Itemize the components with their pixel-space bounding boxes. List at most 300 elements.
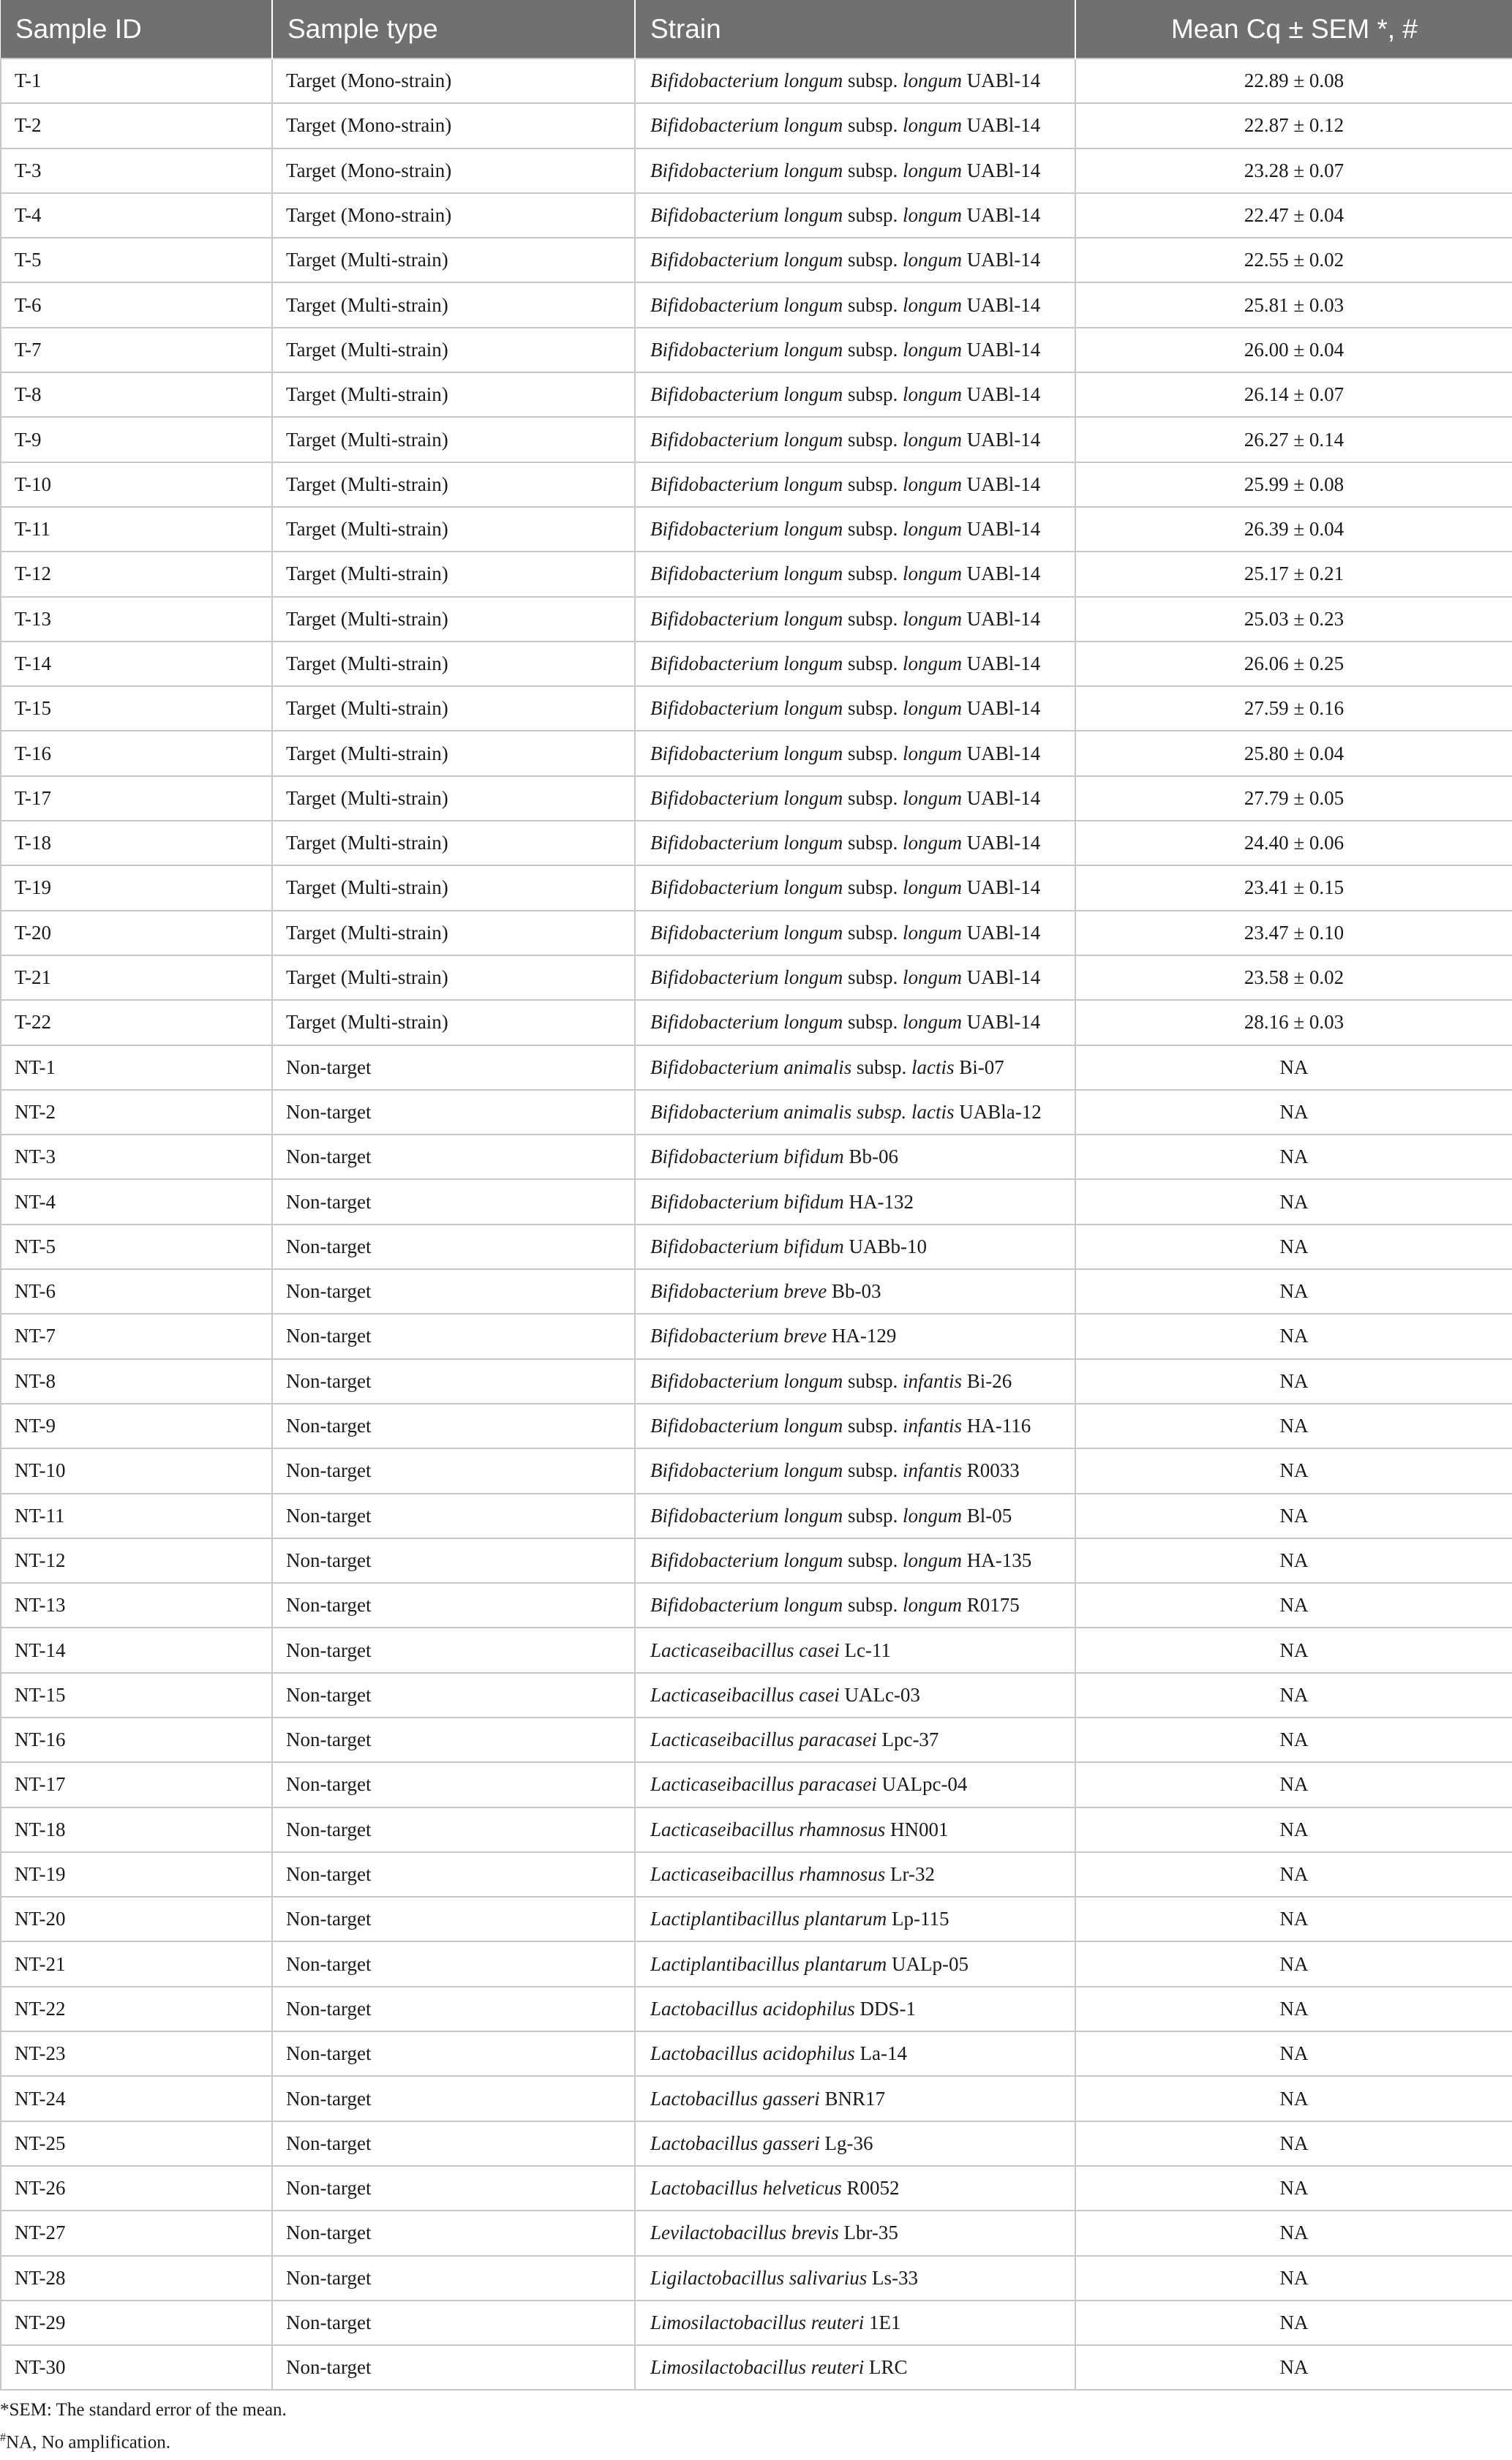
cell-sample-id: NT-13 bbox=[1, 1583, 272, 1628]
cell-mean-cq: 26.27 ± 0.14 bbox=[1075, 417, 1512, 462]
cell-sample-type: Non-target bbox=[272, 1718, 635, 1762]
cell-sample-type: Target (Multi-strain) bbox=[272, 507, 635, 552]
strain-text: subsp. bbox=[843, 159, 903, 181]
strain-text: subsp. bbox=[843, 1369, 903, 1392]
cell-strain bbox=[635, 597, 1075, 642]
cell-sample-id: NT-17 bbox=[1, 1762, 272, 1807]
strain-text: HA-132 bbox=[843, 1190, 914, 1213]
strain-name-italic: Bifidobacterium longum bbox=[650, 114, 843, 137]
strain-name-italic: Bifidobacterium longum bbox=[650, 1459, 843, 1482]
cell-strain bbox=[635, 1448, 1075, 1493]
cell-strain bbox=[635, 1718, 1075, 1762]
strain-text: R0052 bbox=[841, 2177, 900, 2200]
table-row bbox=[1, 776, 1512, 821]
cell-sample-id: NT-10 bbox=[1, 1448, 272, 1493]
strain-text: subsp. bbox=[843, 1011, 903, 1034]
strain-name-italic: Lacticaseibacillus casei bbox=[650, 1683, 840, 1706]
strain-name-italic: Bifidobacterium bifidum bbox=[650, 1235, 844, 1257]
strain-text: subsp. bbox=[843, 428, 903, 451]
cell-strain bbox=[635, 2121, 1075, 2166]
cell-mean-cq: 25.99 ± 0.08 bbox=[1075, 462, 1512, 507]
cell-mean-cq: 25.03 ± 0.23 bbox=[1075, 597, 1512, 642]
table-row bbox=[1, 1225, 1512, 1269]
table-row bbox=[1, 955, 1512, 1000]
cell-sample-type: Non-target bbox=[272, 2121, 635, 2166]
cell-sample-id: NT-4 bbox=[1, 1179, 272, 1224]
cell-sample-id: T-12 bbox=[1, 552, 272, 596]
strain-text: DDS-1 bbox=[854, 1997, 917, 2020]
cell-sample-type: Non-target bbox=[272, 1314, 635, 1358]
cell-sample-type: Non-target bbox=[272, 2301, 635, 2345]
footnote-text: NA, No amplification. bbox=[6, 2432, 170, 2453]
strain-text: UABl-14 bbox=[962, 473, 1041, 495]
cell-strain bbox=[635, 282, 1075, 327]
table-row bbox=[1, 1628, 1512, 1672]
strain-name-italic: Bifidobacterium longum bbox=[650, 1011, 843, 1034]
cell-mean-cq: 26.00 ± 0.04 bbox=[1075, 328, 1512, 372]
strain-text: subsp. bbox=[843, 204, 903, 227]
cell-sample-id: NT-29 bbox=[1, 2301, 272, 2345]
strain-name-italic: Bifidobacterium longum bbox=[650, 249, 843, 271]
cell-mean-cq: 26.14 ± 0.07 bbox=[1075, 372, 1512, 417]
strain-name-italic: longum bbox=[903, 518, 962, 541]
strain-text: subsp. bbox=[843, 832, 903, 854]
cell-sample-id: T-1 bbox=[1, 59, 272, 103]
cell-strain bbox=[635, 1808, 1075, 1852]
cell-strain bbox=[635, 955, 1075, 1000]
footnote-mark: # bbox=[0, 2431, 6, 2444]
strain-name-italic: Bifidobacterium animalis bbox=[650, 1056, 852, 1078]
cell-mean-cq: NA bbox=[1075, 1314, 1512, 1358]
cell-sample-type: Non-target bbox=[272, 1808, 635, 1852]
table-row bbox=[1, 1897, 1512, 1941]
cell-sample-type: Non-target bbox=[272, 2345, 635, 2390]
strain-text: subsp. bbox=[843, 966, 903, 989]
cell-sample-type: Target (Mono-strain) bbox=[272, 148, 635, 193]
cell-strain bbox=[635, 2076, 1075, 2121]
cell-sample-type: Non-target bbox=[272, 1987, 635, 2031]
cell-sample-id: T-4 bbox=[1, 193, 272, 238]
strain-text: 1E1 bbox=[864, 2311, 901, 2333]
cell-sample-type: Target (Multi-strain) bbox=[272, 1000, 635, 1045]
strain-name-italic: Bifidobacterium longum bbox=[650, 1415, 843, 1437]
cell-strain bbox=[635, 238, 1075, 282]
cell-mean-cq: 24.40 ± 0.06 bbox=[1075, 821, 1512, 865]
cell-sample-id: T-22 bbox=[1, 1000, 272, 1045]
cell-sample-type: Non-target bbox=[272, 2256, 635, 2301]
cell-strain bbox=[635, 1000, 1075, 1045]
cell-strain bbox=[635, 462, 1075, 507]
cell-sample-id: NT-22 bbox=[1, 1987, 272, 2031]
cell-sample-type: Non-target bbox=[272, 1225, 635, 1269]
cell-strain bbox=[635, 59, 1075, 103]
table-row bbox=[1, 1179, 1512, 1224]
cell-sample-id: T-13 bbox=[1, 597, 272, 642]
cell-mean-cq: NA bbox=[1075, 1045, 1512, 1090]
table-row bbox=[1, 821, 1512, 865]
cell-mean-cq: 23.58 ± 0.02 bbox=[1075, 955, 1512, 1000]
table-row bbox=[1, 686, 1512, 731]
strain-text: UABl-14 bbox=[962, 383, 1041, 406]
cell-sample-type: Target (Multi-strain) bbox=[272, 597, 635, 642]
cell-mean-cq: NA bbox=[1075, 1359, 1512, 1404]
strain-name-italic: Lactobacillus acidophilus bbox=[650, 2042, 855, 2065]
strain-text: UABl-14 bbox=[962, 204, 1041, 227]
cell-mean-cq: NA bbox=[1075, 1494, 1512, 1538]
cell-sample-type: Non-target bbox=[272, 1179, 635, 1224]
strain-name-italic: longum bbox=[903, 473, 962, 495]
cell-sample-type: Target (Mono-strain) bbox=[272, 193, 635, 238]
cell-sample-id: T-16 bbox=[1, 731, 272, 775]
cell-sample-type: Target (Multi-strain) bbox=[272, 417, 635, 462]
cell-mean-cq: NA bbox=[1075, 2121, 1512, 2166]
table-row bbox=[1, 1448, 1512, 1493]
strain-text: subsp. bbox=[843, 697, 903, 720]
table-row bbox=[1, 1673, 1512, 1718]
cell-sample-type: Non-target bbox=[272, 1135, 635, 1179]
cell-sample-type: Target (Multi-strain) bbox=[272, 911, 635, 955]
header-sample-type: Sample type bbox=[272, 0, 635, 59]
strain-name-italic: Lactiplantibacillus plantarum bbox=[650, 1908, 887, 1930]
cell-mean-cq: NA bbox=[1075, 2166, 1512, 2211]
strain-name-italic: Bifidobacterium bifidum bbox=[650, 1146, 844, 1168]
table-row bbox=[1, 642, 1512, 686]
table-row bbox=[1, 865, 1512, 910]
table-row bbox=[1, 911, 1512, 955]
strain-name-italic: Bifidobacterium longum bbox=[650, 563, 843, 585]
cell-strain bbox=[635, 1762, 1075, 1807]
cell-sample-id: NT-20 bbox=[1, 1897, 272, 1941]
cell-sample-type: Non-target bbox=[272, 1583, 635, 1628]
cell-mean-cq: 22.89 ± 0.08 bbox=[1075, 59, 1512, 103]
strain-name-italic: longum bbox=[903, 1594, 962, 1617]
strain-text: subsp. bbox=[843, 607, 903, 630]
strain-name-italic: Limosilactobacillus reuteri bbox=[650, 2311, 865, 2333]
strain-text: Bi-26 bbox=[962, 1369, 1012, 1392]
cell-sample-type: Target (Multi-strain) bbox=[272, 462, 635, 507]
strain-text: UABl-14 bbox=[962, 607, 1041, 630]
strain-text: UABla-12 bbox=[954, 1100, 1042, 1123]
table-row bbox=[1, 2256, 1512, 2301]
cell-sample-id: NT-25 bbox=[1, 2121, 272, 2166]
strain-text: HA-135 bbox=[962, 1549, 1032, 1571]
strain-name-italic: Ligilactobacillus salivarius bbox=[650, 2266, 868, 2289]
strain-text: subsp. bbox=[851, 1056, 911, 1078]
strain-text: subsp. bbox=[843, 786, 903, 809]
cell-sample-type: Non-target bbox=[272, 1359, 635, 1404]
table-row bbox=[1, 462, 1512, 507]
strain-name-italic: Bifidobacterium longum bbox=[650, 832, 843, 854]
strain-name-italic: infantis bbox=[903, 1415, 963, 1437]
cell-mean-cq: 23.28 ± 0.07 bbox=[1075, 148, 1512, 193]
cell-mean-cq: NA bbox=[1075, 1135, 1512, 1179]
cell-mean-cq: NA bbox=[1075, 1897, 1512, 1941]
strain-name-italic: longum bbox=[903, 697, 962, 720]
footnote-text: SEM: The standard error of the mean. bbox=[9, 2400, 287, 2420]
strain-name-italic: Bifidobacterium longum bbox=[650, 293, 843, 316]
strain-name-italic: Bifidobacterium longum bbox=[650, 697, 843, 720]
strain-text: subsp. bbox=[843, 114, 903, 137]
table-row bbox=[1, 238, 1512, 282]
cell-sample-type: Non-target bbox=[272, 1404, 635, 1448]
cell-mean-cq: 25.80 ± 0.04 bbox=[1075, 731, 1512, 775]
strain-text: HA-116 bbox=[962, 1415, 1031, 1437]
cell-mean-cq: 25.81 ± 0.03 bbox=[1075, 282, 1512, 327]
strain-text: UALpc-04 bbox=[876, 1773, 968, 1796]
cell-sample-id: T-20 bbox=[1, 911, 272, 955]
cell-sample-type: Target (Mono-strain) bbox=[272, 59, 635, 103]
table-row bbox=[1, 552, 1512, 596]
strain-name-italic: Bifidobacterium longum bbox=[650, 383, 843, 406]
strain-name-italic: Bifidobacterium breve bbox=[650, 1325, 827, 1347]
strain-text: UABb-10 bbox=[843, 1235, 927, 1257]
cell-sample-type: Non-target bbox=[272, 1538, 635, 1583]
header-sample-id: Sample ID bbox=[1, 0, 272, 59]
strain-name-italic: Bifidobacterium longum bbox=[650, 1504, 843, 1527]
strain-text: UABl-14 bbox=[962, 876, 1041, 899]
strain-name-italic: infantis bbox=[903, 1459, 963, 1482]
strain-name-italic: Lactiplantibacillus plantarum bbox=[650, 1952, 887, 1975]
cell-sample-type: Non-target bbox=[272, 2166, 635, 2211]
cell-strain bbox=[635, 1494, 1075, 1538]
strain-text: BNR17 bbox=[819, 2087, 886, 2110]
table-row bbox=[1, 507, 1512, 552]
cell-sample-id: NT-27 bbox=[1, 2211, 272, 2255]
cell-mean-cq: NA bbox=[1075, 1673, 1512, 1718]
cell-sample-id: T-2 bbox=[1, 103, 272, 148]
cell-sample-id: NT-18 bbox=[1, 1808, 272, 1852]
cell-strain bbox=[635, 417, 1075, 462]
cell-mean-cq: 23.41 ± 0.15 bbox=[1075, 865, 1512, 910]
strain-text: UABl-14 bbox=[962, 1011, 1041, 1034]
cell-mean-cq: NA bbox=[1075, 1179, 1512, 1224]
cell-sample-type: Target (Multi-strain) bbox=[272, 955, 635, 1000]
strain-name-italic: longum bbox=[903, 832, 962, 854]
cell-mean-cq: NA bbox=[1075, 2256, 1512, 2301]
cell-mean-cq: NA bbox=[1075, 1448, 1512, 1493]
cell-mean-cq: NA bbox=[1075, 1852, 1512, 1897]
strain-name-italic: longum bbox=[903, 114, 962, 137]
cell-sample-id: NT-8 bbox=[1, 1359, 272, 1404]
strain-text: HN001 bbox=[885, 1818, 949, 1840]
strain-text: subsp. bbox=[843, 383, 903, 406]
table-row bbox=[1, 2345, 1512, 2390]
cell-sample-type: Non-target bbox=[272, 1494, 635, 1538]
strain-name-italic: longum bbox=[903, 921, 962, 944]
cell-sample-id: NT-3 bbox=[1, 1135, 272, 1179]
strain-name-italic: longum bbox=[903, 652, 962, 674]
cell-strain bbox=[635, 328, 1075, 372]
cell-strain bbox=[635, 2211, 1075, 2255]
cell-strain bbox=[635, 821, 1075, 865]
strain-name-italic: longum bbox=[903, 1504, 962, 1527]
strain-text: Bb-03 bbox=[827, 1280, 881, 1303]
strain-text: Lbr-35 bbox=[838, 2222, 898, 2244]
table-row bbox=[1, 148, 1512, 193]
cell-sample-id: NT-12 bbox=[1, 1538, 272, 1583]
cell-sample-type: Target (Multi-strain) bbox=[272, 372, 635, 417]
cell-mean-cq: 27.79 ± 0.05 bbox=[1075, 776, 1512, 821]
cell-mean-cq: 28.16 ± 0.03 bbox=[1075, 1000, 1512, 1045]
cell-strain bbox=[635, 1135, 1075, 1179]
cell-sample-id: T-15 bbox=[1, 686, 272, 731]
cell-mean-cq: 26.39 ± 0.04 bbox=[1075, 507, 1512, 552]
cell-sample-type: Non-target bbox=[272, 1673, 635, 1718]
table-row bbox=[1, 282, 1512, 327]
cell-sample-id: T-18 bbox=[1, 821, 272, 865]
cell-strain bbox=[635, 1045, 1075, 1090]
strain-name-italic: lactis bbox=[911, 1056, 955, 1078]
strain-name-italic: Bifidobacterium longum bbox=[650, 159, 843, 181]
cell-mean-cq: NA bbox=[1075, 2031, 1512, 2076]
cell-sample-type: Target (Multi-strain) bbox=[272, 731, 635, 775]
cell-strain bbox=[635, 2031, 1075, 2076]
cell-strain bbox=[635, 776, 1075, 821]
cell-sample-id: NT-7 bbox=[1, 1314, 272, 1358]
cell-strain bbox=[635, 1628, 1075, 1672]
cell-sample-id: NT-19 bbox=[1, 1852, 272, 1897]
strain-text: subsp. bbox=[843, 1549, 903, 1571]
table-row bbox=[1, 1718, 1512, 1762]
strain-name-italic: Lacticaseibacillus rhamnosus bbox=[650, 1863, 886, 1886]
strain-name-italic: longum bbox=[903, 204, 962, 227]
strain-name-italic: longum bbox=[903, 1549, 962, 1571]
strain-text: R0033 bbox=[962, 1459, 1020, 1482]
strain-text: UABl-14 bbox=[962, 249, 1041, 271]
cell-sample-id: NT-6 bbox=[1, 1269, 272, 1314]
table-row bbox=[1, 1045, 1512, 1090]
table-row bbox=[1, 372, 1512, 417]
strain-text: subsp. bbox=[843, 473, 903, 495]
cell-mean-cq: NA bbox=[1075, 1404, 1512, 1448]
strain-name-italic: Bifidobacterium longum bbox=[650, 966, 843, 989]
strain-name-italic: longum bbox=[903, 966, 962, 989]
cell-sample-id: NT-9 bbox=[1, 1404, 272, 1448]
table-row bbox=[1, 1852, 1512, 1897]
strain-text: UABl-14 bbox=[962, 786, 1041, 809]
strain-name-italic: Bifidobacterium longum bbox=[650, 1369, 843, 1392]
strain-name-italic: longum bbox=[903, 293, 962, 316]
strain-name-italic: Bifidobacterium longum bbox=[650, 786, 843, 809]
table-row bbox=[1, 597, 1512, 642]
table-header bbox=[1, 0, 1512, 59]
cell-strain bbox=[635, 865, 1075, 910]
strain-name-italic: Lactobacillus acidophilus bbox=[650, 1997, 855, 2020]
cell-strain bbox=[635, 1314, 1075, 1358]
table-row bbox=[1, 1762, 1512, 1807]
cell-strain bbox=[635, 1941, 1075, 1986]
table-row bbox=[1, 1494, 1512, 1538]
header-strain: Strain bbox=[635, 0, 1075, 59]
cell-strain bbox=[635, 731, 1075, 775]
strain-text: subsp. bbox=[843, 338, 903, 361]
cell-sample-id: T-7 bbox=[1, 328, 272, 372]
cell-sample-type: Target (Multi-strain) bbox=[272, 282, 635, 327]
cell-sample-type: Non-target bbox=[272, 1762, 635, 1807]
strain-name-italic: infantis bbox=[903, 1369, 963, 1392]
cell-mean-cq: NA bbox=[1075, 1090, 1512, 1135]
strain-name-italic: Bifidobacterium longum bbox=[650, 876, 843, 899]
table-row bbox=[1, 731, 1512, 775]
strain-name-italic: longum bbox=[903, 742, 962, 764]
strain-text: Lpc-37 bbox=[876, 1729, 939, 1751]
strain-text: subsp. bbox=[843, 921, 903, 944]
strain-name-italic: longum bbox=[903, 607, 962, 630]
strain-name-italic: longum bbox=[903, 338, 962, 361]
strain-text: subsp. bbox=[843, 518, 903, 541]
strain-text: Bl-05 bbox=[962, 1504, 1012, 1527]
strain-text: subsp. bbox=[843, 876, 903, 899]
table-row bbox=[1, 1090, 1512, 1135]
strain-name-italic: longum bbox=[903, 159, 962, 181]
strain-name-italic: Lacticaseibacillus rhamnosus bbox=[650, 1818, 886, 1840]
cell-sample-id: T-8 bbox=[1, 372, 272, 417]
cell-sample-type: Non-target bbox=[272, 1045, 635, 1090]
header-mean-cq: Mean Cq ± SEM *, # bbox=[1075, 0, 1512, 59]
strain-text: Lg-36 bbox=[819, 2132, 873, 2154]
strain-name-italic: Bifidobacterium longum bbox=[650, 69, 843, 92]
table-row bbox=[1, 1269, 1512, 1314]
strain-text: UABl-14 bbox=[962, 742, 1041, 764]
table-row bbox=[1, 1359, 1512, 1404]
cell-mean-cq: NA bbox=[1075, 2076, 1512, 2121]
table-row bbox=[1, 2211, 1512, 2255]
strain-text: HA-129 bbox=[827, 1325, 897, 1347]
footnotes bbox=[0, 2396, 287, 2456]
cell-sample-id: NT-24 bbox=[1, 2076, 272, 2121]
cell-sample-type: Non-target bbox=[272, 1897, 635, 1941]
strain-text: UABl-14 bbox=[962, 69, 1041, 92]
strain-text: UABl-14 bbox=[962, 338, 1041, 361]
cell-sample-type: Target (Multi-strain) bbox=[272, 821, 635, 865]
cell-strain bbox=[635, 1090, 1075, 1135]
cell-sample-id: NT-2 bbox=[1, 1090, 272, 1135]
table-row bbox=[1, 328, 1512, 372]
strain-name-italic: Lactobacillus gasseri bbox=[650, 2087, 820, 2110]
cell-mean-cq: NA bbox=[1075, 1941, 1512, 1986]
strain-name-italic: Bifidobacterium longum bbox=[650, 742, 843, 764]
footnote-mark: * bbox=[0, 2400, 10, 2420]
strain-text: subsp. bbox=[843, 293, 903, 316]
cell-strain bbox=[635, 1583, 1075, 1628]
table-row bbox=[1, 417, 1512, 462]
cell-sample-type: Non-target bbox=[272, 2076, 635, 2121]
strain-name-italic: Bifidobacterium longum bbox=[650, 518, 843, 541]
cell-mean-cq: NA bbox=[1075, 1628, 1512, 1672]
strain-name-italic: Bifidobacterium longum bbox=[650, 921, 843, 944]
cell-sample-type: Target (Multi-strain) bbox=[272, 686, 635, 731]
strain-name-italic: Limosilactobacillus reuteri bbox=[650, 2356, 865, 2379]
table-row bbox=[1, 2121, 1512, 2166]
strain-text: La-14 bbox=[854, 2042, 907, 2065]
cell-sample-type: Target (Multi-strain) bbox=[272, 865, 635, 910]
strain-text: subsp. bbox=[843, 1594, 903, 1617]
strain-name-italic: longum bbox=[903, 786, 962, 809]
strain-name-italic: Bifidobacterium breve bbox=[650, 1280, 827, 1303]
cell-mean-cq: NA bbox=[1075, 2301, 1512, 2345]
strain-text: UABl-14 bbox=[962, 428, 1041, 451]
cell-strain bbox=[635, 507, 1075, 552]
cell-sample-type: Target (Multi-strain) bbox=[272, 328, 635, 372]
strain-name-italic: longum bbox=[903, 69, 962, 92]
cell-sample-type: Non-target bbox=[272, 2031, 635, 2076]
cell-mean-cq: NA bbox=[1075, 1808, 1512, 1852]
cell-mean-cq: NA bbox=[1075, 2345, 1512, 2390]
cell-strain bbox=[635, 1538, 1075, 1583]
strain-name-italic: longum bbox=[903, 428, 962, 451]
strain-name-italic: Bifidobacterium longum bbox=[650, 473, 843, 495]
strain-text: subsp. bbox=[843, 742, 903, 764]
